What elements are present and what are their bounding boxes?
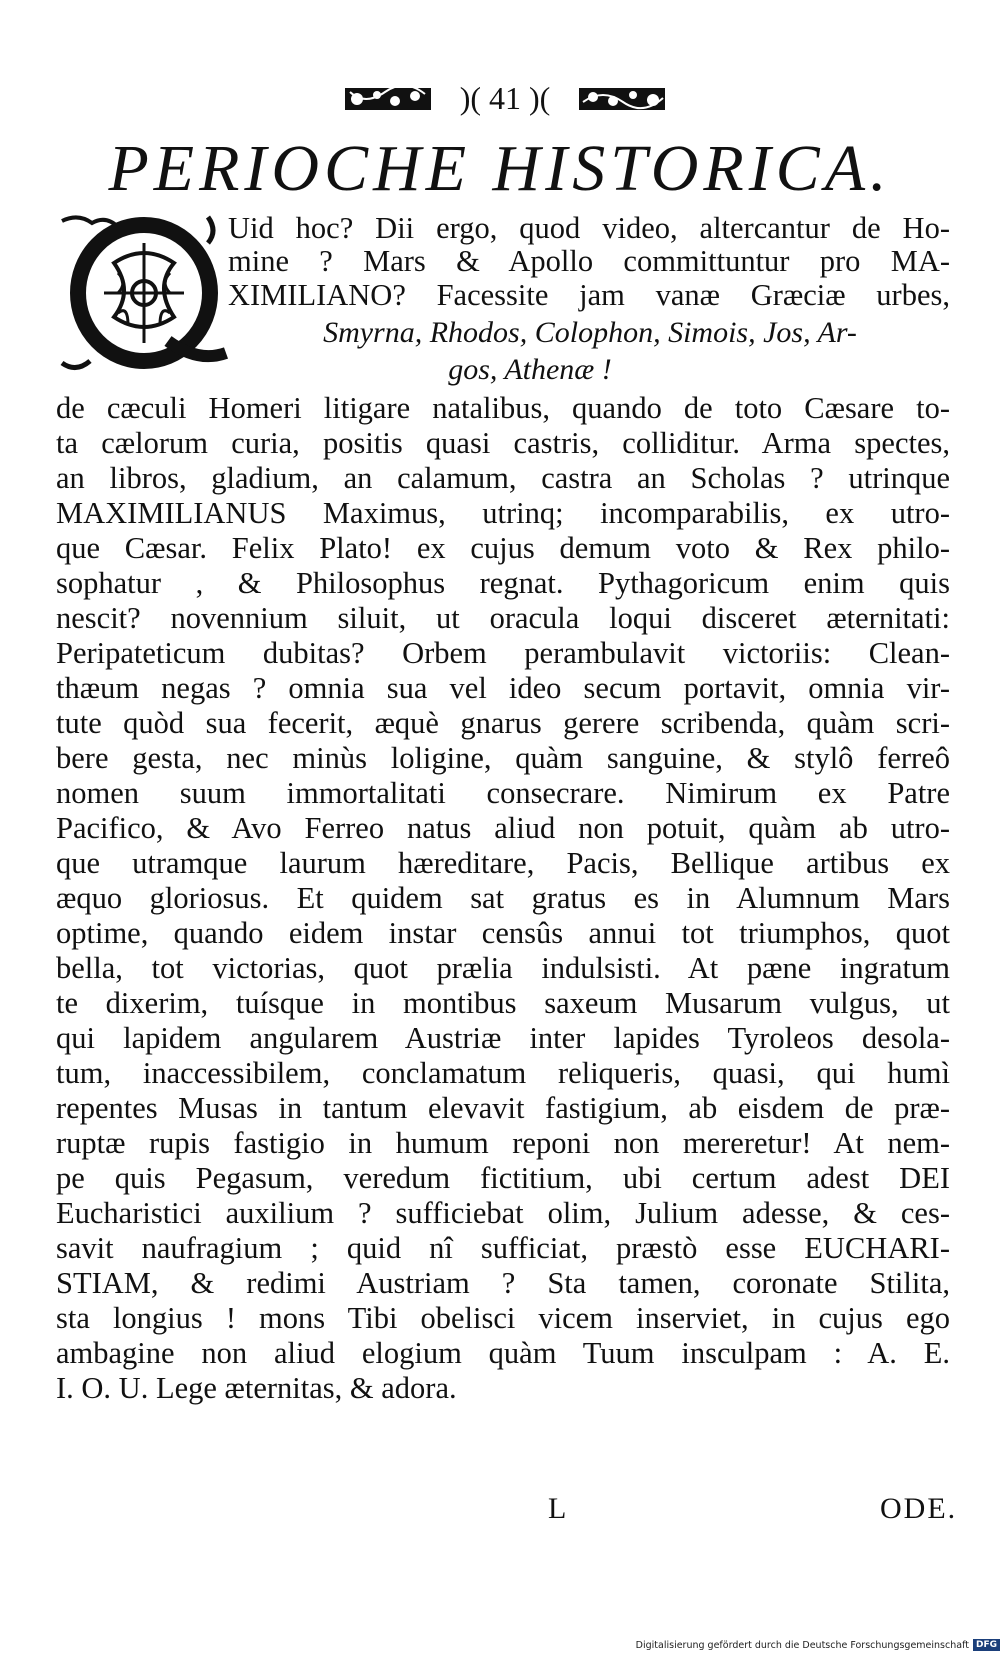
text-line: thæum negas ? omnia sua vel ideo secum portavit, omnia vir- [56,671,950,705]
text-line: nescit? novennium siluit, ut oracula loqui disceret æternitati: [56,601,950,635]
text-line: XIMILIANO? Facessite jam vanæ Græciæ urbes, [228,278,950,312]
text-line: tute quòd sua fecerit, æquè gnarus gerere scribenda, quàm scri- [56,706,950,740]
city-list-line: Smyrna, Rhodos, Colophon, Simois, Jos, Ar- [323,316,857,349]
signature-mark: L [548,1492,567,1525]
text-line: an libros, gladium, an calamum, castra an Scholas ? utrinque [56,461,950,495]
text-line: sophatur , & Philosophus regnat. Pythagoricum enim quis [56,566,950,600]
text-line: te dixerim, tuísque in montibus saxeum Musarum vulgus, ut [56,986,950,1020]
catchword: ODE. [880,1492,958,1525]
floral-ornament-icon [575,82,665,114]
text-line: bere gesta, nec minùs loligine, quàm sanguine, & stylô ferreô [56,741,950,775]
floral-ornament-icon [345,82,435,114]
text-line: qui lapidem angularem Austriæ inter lapides Tyroleos desola- [56,1021,950,1055]
decorated-initial-Q-icon [58,213,230,373]
text-line: bella, tot victorias, quot prælia indulsisti. At pæne ingratum [56,951,950,985]
footer-text: Digitalisierung gefördert durch die Deutsche Forschungsgemeinschaft [635,1639,969,1651]
page-title: PERIOCHE HISTORICA. [108,132,892,205]
text-line: MAXIMILIANUS Maximus, utrinq; incomparabilis, ex utro- [56,496,950,530]
text-line: que Cæsar. Felix Plato! ex cujus demum voto & Rex philo- [56,531,950,565]
page-number-line: )( 41 )( [459,80,551,116]
text-line: Eucharistici auxilium ? sufficiebat olim, Julium adesse, & ces- [56,1196,950,1230]
digitization-footer [636,1637,1000,1653]
dfg-logo: DFG [973,1639,1000,1651]
text-line: de cæculi Homeri litigare natalibus, quando de toto Cæsare to- [56,391,950,425]
text-line: æquo gloriosus. Et quidem sat gratus es in Alumnum Mars [56,881,950,915]
text-line: STIAM, & redimi Austriam ? Sta tamen, coronate Stilita, [56,1266,950,1300]
text-line: sta longius ! mons Tibi obelisci vicem inserviet, in cujus ego [56,1301,950,1335]
text-line: savit naufragium ; quid nî sufficiat, præstò esse EUCHARI- [56,1231,950,1265]
page-number: 41 [489,80,521,116]
text-line: Pacifico, & Avo Ferreo natus aliud non potuit, quàm ab utro- [56,811,950,845]
text-line: I. O. U. Lege æternitas, & adora. [56,1371,457,1405]
text-line: nomen suum immortalitati consecrare. Nimirum ex Patre [56,776,950,810]
text-line: ruptæ rupis fastigio in humum reponi non mereretur! At nem- [56,1126,950,1160]
text-line: mine ? Mars & Apollo committuntur pro MA- [228,244,950,278]
text-line: Peripateticum dubitas? Orbem perambulavit victoriis: Clean- [56,636,950,670]
text-line: Uid hoc? Dii ergo, quod video, altercantur de Ho- [228,211,950,245]
text-line: tum, inaccessibilem, conclamatum reliqueris, quasi, qui humì [56,1056,950,1090]
running-header [345,78,665,122]
text-line: pe quis Pegasum, veredum fictitium, ubi certum adest DEI [56,1161,950,1195]
text-line: repentes Musas in tantum elevavit fastigium, ab eisdem de præ- [56,1091,950,1125]
text-line: optime, quando eidem instar censûs annui tot triumphos, quot [56,916,950,950]
text-line: ambagine non aliud elogium quàm Tuum insculpam : A. E. [56,1336,950,1370]
text-line: que utramque laurum hæreditare, Pacis, Bellique artibus ex [56,846,950,880]
city-list-line: gos, Athenæ ! [448,353,612,386]
text-line: ta cælorum curia, positis quasi castris, colliditur. Arma spectes, [56,426,950,460]
